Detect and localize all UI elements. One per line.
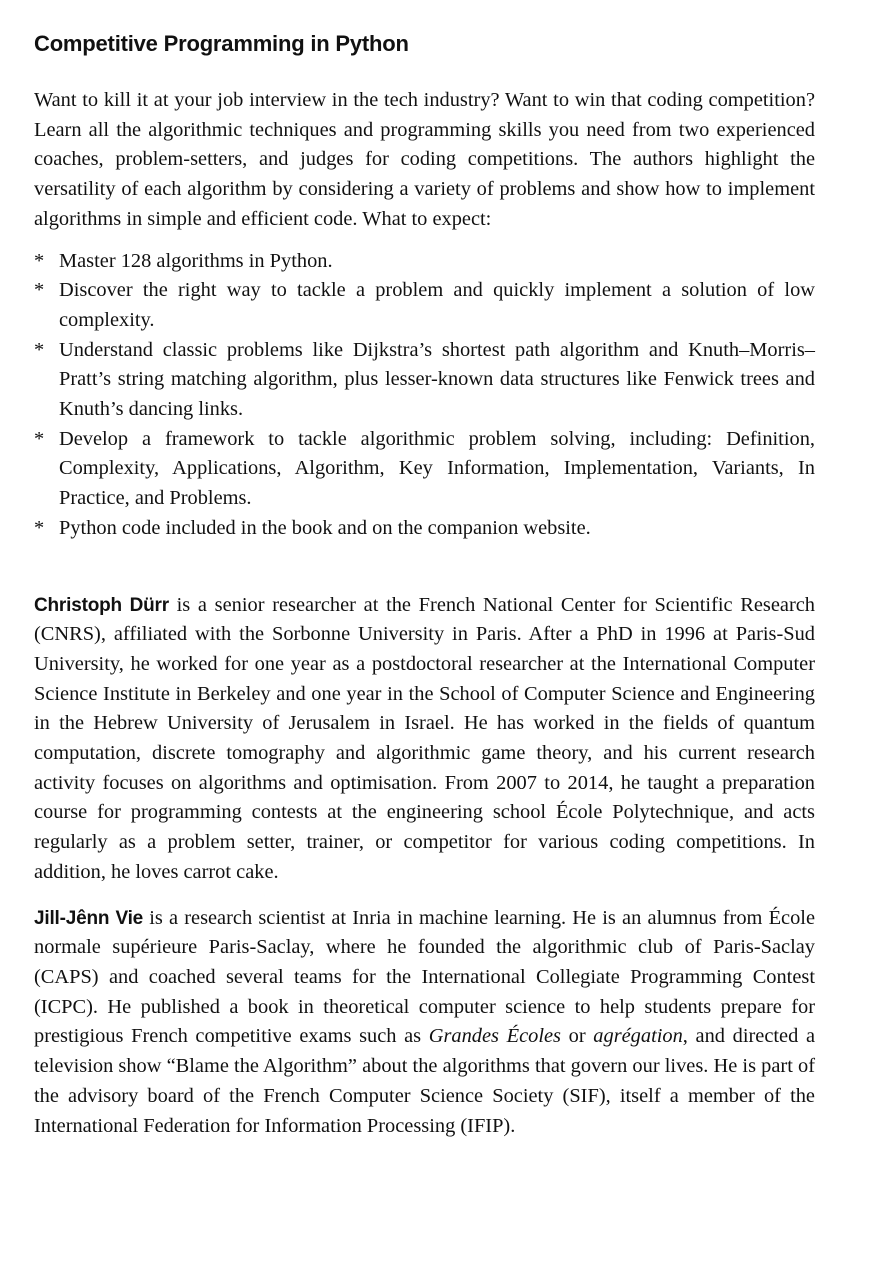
bullet-marker: * — [34, 338, 45, 361]
list-item — [34, 336, 815, 425]
list-item — [34, 247, 815, 277]
intro-paragraph: Want to kill it at your job interview in the tech industry? Want to win that coding competition? Learn all the algorithmic techniques and programming skills you need from two experienced coaches, problem-setters, and judges for coding competitions. The authors highlight the versatility of each algorithm by considering a variety of problems and show how to implement algorithms in simple and efficient code. What to expect: — [34, 89, 815, 230]
author-bio-text-durr: is a senior researcher at the French National Center for Scientific Research (CNRS), affiliated with the Sorbonne University in Paris. After a PhD in 1996 at Paris-Sud University, he worked for one year as a postdoctoral researcher at the International Computer Science Institute in Berkeley and one year in the School of Computer Science and Engineering in the Hebrew University of Jerusalem in Israel. He has worked in the fields of quantum computation, discrete tomography and algorithmic game theory, and his current research activity focuses on algorithms and optimisation. From 2007 to 2014, he taught a preparation course for programming contests at the engineering school École Polytechnique, and acts regularly as a problem setter, trainer, or competitor for various coding competitions. In addition, he loves carrot cake. — [34, 593, 816, 883]
list-item — [34, 425, 815, 514]
author-bio-text-vie-2: or — [561, 1025, 594, 1048]
list-item — [34, 514, 815, 544]
bullet-marker: * — [34, 279, 45, 302]
author-name-durr: Christoph Dürr — [34, 594, 169, 616]
bullet-marker: * — [34, 249, 45, 272]
book-title: Competitive Programming in Python — [34, 31, 409, 56]
italic-term-grandes-ecoles: Grandes Écoles — [428, 1025, 561, 1048]
list-item-text: Python code included in the book and on the companion website. — [59, 516, 591, 539]
list-item-text: Discover the right way to tackle a problem and quickly implement a solution of low complexity. — [59, 279, 815, 331]
list-item-text: Understand classic problems like Dijkstra’s shortest path algorithm and Knuth–Morris–Pratt’s string matching algorithm, plus lesser-known data structures like Fenwick trees and Knuth’s dancing links. — [59, 338, 815, 421]
author-bio-vie — [34, 904, 815, 1142]
author-bio-text-vie-3: , and directed a television show “Blame the Algorithm” about the algorithms that govern our lives. He is part of the advisory board of the French Computer Science Society (SIF), itself a member of the International Federation for Information Processing (IFIP). — [34, 1025, 816, 1137]
list-item-text: Develop a framework to tackle algorithmic problem solving, including: Definition, Complexity, Applications, Algorithm, Key Information, Implementation, Variants, In Practice, and Problems. — [59, 427, 815, 510]
author-bio-text-vie-1: is a research scientist at Inria in machine learning. He is an alumnus from École normale supérieure Paris-Saclay, where he founded the algorithmic club of Paris-Saclay (CAPS) and coached several teams for the International Collegiate Programming Contest (ICPC). He published a book in theoretical computer science to help students prepare for prestigious French competitive exams such as — [34, 906, 816, 1048]
feature-list — [34, 247, 815, 544]
list-item — [34, 276, 815, 335]
author-name-vie: Jill-Jênn Vie — [34, 907, 144, 929]
back-cover-text — [34, 28, 815, 1141]
bullet-marker: * — [34, 516, 45, 539]
italic-term-agregation: agrégation — [593, 1025, 683, 1048]
list-item-text: Master 128 algorithms in Python. — [59, 249, 333, 272]
bullet-marker: * — [34, 427, 45, 450]
author-bio-durr — [34, 591, 815, 888]
